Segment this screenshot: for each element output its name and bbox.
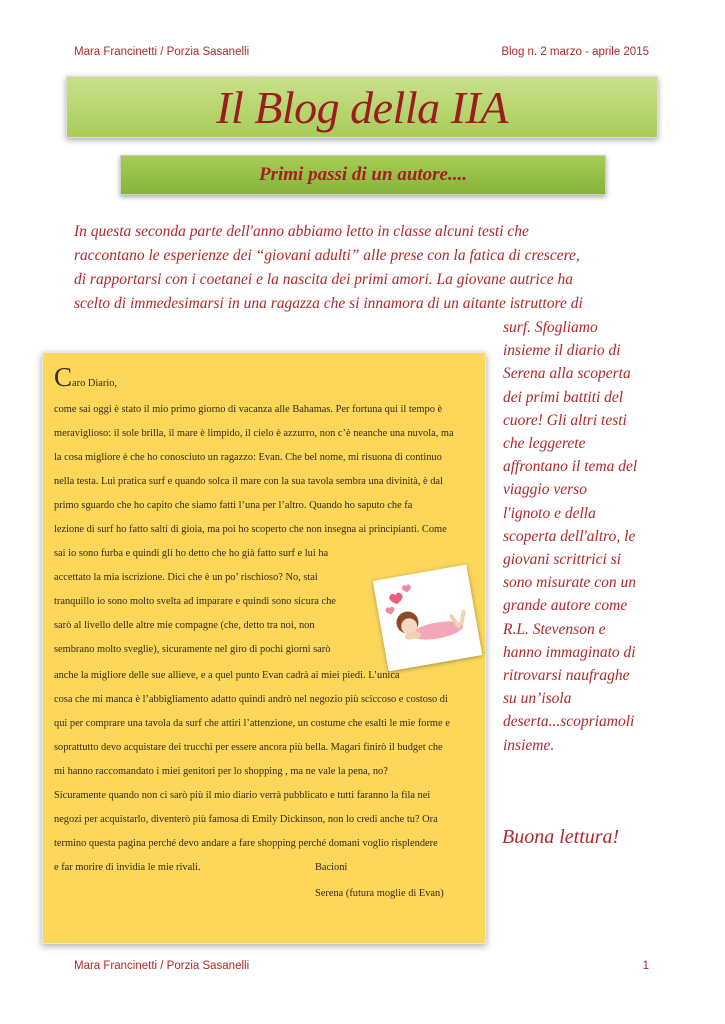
side-line: giovani scrittrici si xyxy=(503,551,621,569)
diary-line: primo sguardo che ho capito che siamo fatti l’una per l’altro. Quando ho saputo che fa xyxy=(54,500,413,511)
intro-paragraph xyxy=(74,220,649,316)
drop-cap: C xyxy=(54,362,73,392)
page-title: Il Blog della IIA xyxy=(216,81,508,133)
side-column xyxy=(503,316,663,757)
side-line: hanno immaginato di xyxy=(503,643,636,661)
footer-authors: Mara Francinetti / Porzia Sasanelli xyxy=(74,960,250,972)
intro-line: In questa seconda parte dell'anno abbiamo letto in classe alcuni testi che xyxy=(74,223,529,240)
diary-line: sai io sono furba e quindi gli ho detto che ho già fatto surf e lui ha xyxy=(54,548,329,559)
closing-text: Buona lettura! xyxy=(502,826,620,848)
diary-line: sembrano molto sveglie), sicuramente nel giro di pochi giorni sarò xyxy=(54,644,331,655)
side-line: dei primi battiti del xyxy=(503,388,624,406)
diary-line: come sai oggi è stato il mio primo giorno di vacanza alle Bahamas. Per fortuna qui il tempo è xyxy=(54,404,443,415)
side-line: insieme. xyxy=(503,736,555,754)
diary-line: Sicuramente quando non ci sarò più il mio diario verrà pubblicato e tutti faranno la fila nei xyxy=(54,790,431,801)
girl-lying-hearts-illustration xyxy=(373,564,483,671)
diary-line: qui per comprare una tavola da surf che attiri l’attenzione, un costume che esalti le mie forme e xyxy=(54,718,450,729)
diary-greeting xyxy=(54,364,117,391)
side-line: scoperta dell'altro, le xyxy=(503,527,636,545)
side-line: che leggerete xyxy=(503,435,586,453)
header-authors: Mara Francinetti / Porzia Sasanelli xyxy=(74,46,250,58)
diary-line: meraviglioso: il sole brilla, il mare è limpido, il cielo è azzurro, non c’è neanche una nuvola, ma xyxy=(54,428,454,439)
intro-line: di rapportarsi con i coetanei e la nascita dei primi amori. La giovane autrice ha xyxy=(74,271,573,288)
side-line: su un’isola xyxy=(503,690,572,708)
side-line: l'ignoto e della xyxy=(503,504,596,522)
page-number: 1 xyxy=(642,960,649,972)
diary-line: accettato la mia iscrizione. Dici che è un po’ rischioso? No, stai xyxy=(54,572,318,583)
subtitle-banner xyxy=(120,155,606,195)
diary-line: lezione di surf ho fatto salti di gioia, ma poi ho scoperto che non insegna ai principianti. Come xyxy=(54,524,447,535)
side-line: Serena alla scoperta xyxy=(503,365,631,383)
side-line: viaggio verso xyxy=(503,481,587,499)
side-line: deserta...scopriamoli xyxy=(503,713,635,731)
diary-line: sarò al livello delle altre mie compagne (che, detto tra noi, non xyxy=(54,620,315,631)
diary-line: tranquillo io sono molto svelta ad imparare e quindi sono sicura che xyxy=(54,596,336,607)
diary-line: la cosa migliore è che ho conosciuto un ragazzo: Evan. Che bel nome, mi risuona di continuo xyxy=(54,452,442,463)
heart-icon xyxy=(401,584,411,593)
intro-line: raccontano le esperienze dei “giovani adulti” alle prese con la fatica di crescere, xyxy=(74,247,580,264)
diary-line: soprattutto devo acquistare dei trucchi per essere ancora più bella. Magari finirò il budget che xyxy=(54,742,443,753)
diary-line: nella testa. Lui pratica surf e quando solca il mare con la sua tavola sembra una divinità, è dal xyxy=(54,476,443,487)
diary-line: mi hanno raccomandato i miei genitori per lo shopping , ma ne vale la pena, no? xyxy=(54,766,388,777)
diary-line: negozi per acquistarlo, diventerò più famosa di Emily Dickinson, non lo credi anche tu? Ora xyxy=(54,814,438,825)
greeting-text: aro Diario, xyxy=(72,378,118,389)
side-line: surf. Sfogliamo xyxy=(503,319,598,336)
girl-illustration-icon xyxy=(373,564,483,671)
diary-line: termino questa pagina perché devo andare a fare shopping perché domani voglio risplendere xyxy=(54,838,438,849)
side-line: sono misurate con un xyxy=(503,574,637,592)
heart-icon xyxy=(385,606,395,615)
intro-line: scelto di immedesimarsi in una ragazza che si innamora di un aitante istruttore di xyxy=(74,295,583,312)
article-subtitle: Primi passi di un autore.... xyxy=(259,164,467,185)
side-line: R.L. Stevenson e xyxy=(503,620,606,638)
diary-line: cosa che mi manca è l’abbigliamento adatto quindi andrò nel negozio più sciccoso e costoso di xyxy=(54,694,448,705)
header-issue: Blog n. 2 marzo - aprile 2015 xyxy=(501,46,649,58)
side-line: grande autore come xyxy=(503,597,628,615)
side-line: ritrovarsi naufraghe xyxy=(503,667,630,685)
diary-line: anche la migliore delle sue allieve, e a quel punto Evan cadrà ai miei piedi. L’unica xyxy=(54,670,400,681)
heart-icon xyxy=(389,592,404,605)
diary-signoff: Bacioni xyxy=(315,862,348,873)
side-line: insieme il diario di xyxy=(503,342,621,360)
side-line: affrontano il tema del xyxy=(503,458,638,476)
diary-signature: Serena (futura moglie di Evan) xyxy=(315,888,444,899)
diary-line: e far morire di invidia le mie rivali. xyxy=(54,862,201,873)
side-line: cuore! Gli altri testi xyxy=(503,411,627,429)
title-banner xyxy=(66,76,658,138)
